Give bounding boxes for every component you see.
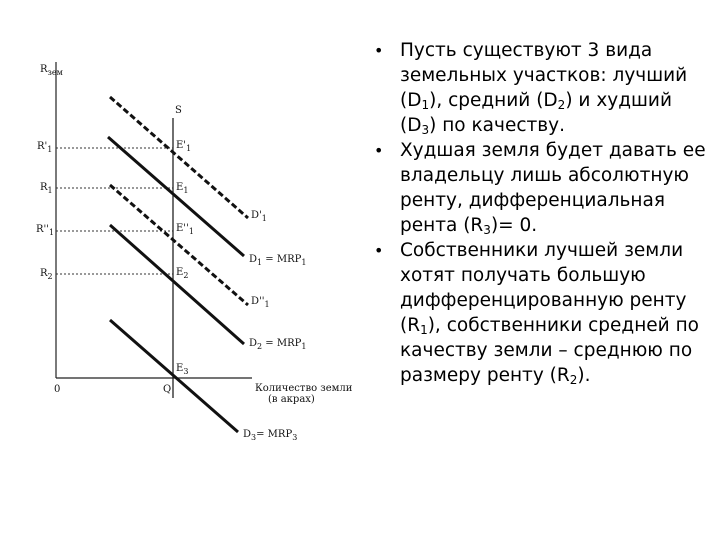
origin-label: 0 (54, 384, 61, 395)
x-axis-label-line1: Количество земли (255, 383, 353, 394)
curve-d3 (110, 320, 238, 432)
bullet-dot: • (374, 241, 384, 260)
x-axis-label-line2: (в акрах) (268, 394, 315, 405)
bullet-dot: • (374, 41, 384, 60)
bullet-text: ) и худший (D (400, 90, 672, 136)
bullet-item (372, 238, 712, 388)
bullet-item (372, 138, 712, 238)
bullet-text: ), средний (D (429, 90, 558, 111)
bullet-list (372, 38, 712, 388)
point-label-e1-double-prime: $E''_1$ (176, 223, 194, 236)
bullet-text: ). (577, 365, 591, 386)
bullet-subscript: 1 (420, 323, 428, 337)
point-label-e3: $E_3$ (176, 363, 189, 376)
bullet-text: Пусть существуют 3 вида земельных участков: лучший (D (400, 40, 688, 111)
rent-label-r1-prime: $R'_1$ (37, 141, 53, 154)
bullet-text: Худшая земля будет давать ее владельцу лишь абсолютную ренту, дифференциальная рента (R (400, 140, 706, 236)
bullet-subscript: 3 (483, 223, 491, 237)
curve-label-d2: $D_2 = MRP_1$ (249, 338, 307, 351)
curve-label-d1-prime: $D'_1$ (251, 210, 267, 223)
point-label-e1: $E_1$ (176, 182, 189, 195)
rent-label-r1: $R_1$ (40, 182, 53, 195)
bullet-subscript: 3 (421, 123, 430, 137)
point-label-e1-prime: $E'_1$ (176, 140, 192, 153)
curve-label-d1-double-prime: $D''_1$ (251, 296, 270, 309)
bullet-item (372, 38, 712, 138)
supply-label: S (175, 105, 182, 116)
bullet-subscript: 2 (557, 98, 566, 112)
q-label: Q (163, 384, 172, 395)
point-label-e2: $E_2$ (176, 267, 189, 280)
rent-label-r1-double-prime: $R''_1$ (36, 224, 55, 237)
curve-d2 (110, 225, 244, 344)
rent-label-r2: $R_2$ (40, 268, 53, 281)
curve-label-d1: $D_1 = MRP_1$ (249, 254, 307, 267)
bullet-text: ) по качеству. (429, 115, 566, 136)
curve-d1 (108, 137, 244, 256)
y-axis-label: $R_{зем}$ (40, 64, 63, 77)
bullet-text: ), собственники средней по качеству земли – среднюю по размеру ренту (R (400, 315, 700, 386)
bullet-dot: • (374, 141, 384, 160)
bullet-subscript: 1 (421, 98, 430, 112)
bullet-text: )= 0. (490, 215, 538, 236)
bullet-subscript: 2 (569, 373, 578, 387)
bullet-text: Собственники лучшей земли хотят получать большую дифференцированную ренту (R (400, 240, 687, 336)
curve-label-d3: $D_3= MRP_3$ (243, 429, 298, 442)
